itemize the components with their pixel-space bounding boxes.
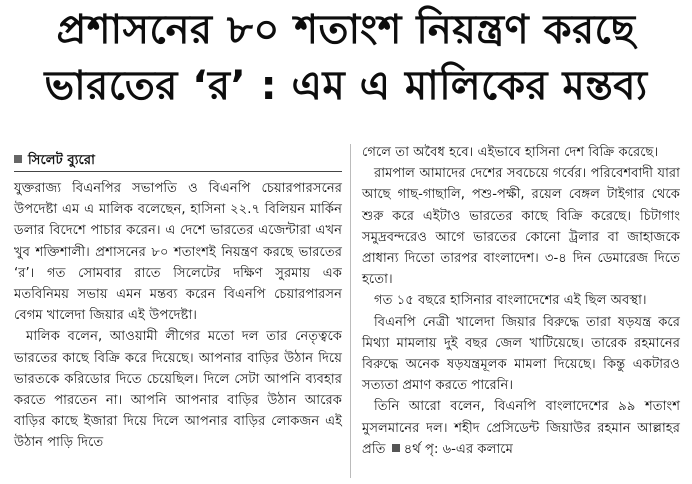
continuation-note: ৪র্থ পৃ: ৬-এর কলামে (403, 441, 513, 457)
paragraph-left-1: যুক্তরাজ্য বিএনপির সভাপতি ও বিএনপি চেয়ারপারসনের উপদেষ্টা এম এ মালিক বলেছেন, হাসিনা ২২.৭ বিলিয়ন মার্কিন ডলার বিদেশে পাচার করেন। এ দেশে ভারতের এজেন্টারা এখন খুব শক্তিশালী। প্রশাসনের ৮০ শতাংশই নিয়ন্ত্রণ করছে ভারতের ‘র’। গত সোমবার রাতে সিলেটের দক্ষিণ সুরমায় এক মতবিনিময় সভায় এমন মন্তব্য করেন বিএনপি চেয়ারপারসন বেগম খালেদা জিয়ার এই উপদেষ্টা। (14, 181, 342, 324)
headline-line-1: প্রশাসনের ৮০ শতাংশ নিয়ন্ত্রণ করছে (56, 7, 636, 53)
paragraph-left-2: মালিক বলেন, আওয়ামী লীগের মতো দল তার নেতৃত্বকে ভারতের কাছে বিক্রি করে দিয়েছে। আপনার বাড়ির উঠান দিয়ে ভারতকে করিডোর দিতে চেয়েছিল। দিলে সেটা আপনি ব্যবহার করতে পারতেন না। আপনি আপনার বাড়ির উঠান আরেক বাড়ির কাছে ইজারা দিয়ে দিলে আপনার বাড়ির লোকজন এই উঠান পাড়ি দিতে (14, 329, 342, 451)
article-column-right (362, 142, 680, 460)
paragraph-right-4: বিএনপি নেত্রী খালেদা জিয়ার বিরুদ্ধে তারা ষড়যন্ত্র করে মিথ্যা মামলায় দুই বছর জেল খাটিয়েছে। তারেক রহমানের বিরুদ্ধে অনেক ষড়যন্ত্রমূলক মামলা দিয়েছে। কিন্তু একটারও সত্যতা প্রমাণ করতে পারেনি। (362, 314, 680, 394)
column-divider (350, 144, 351, 478)
paragraph-right-1: গেলে তা অবৈধ হবে। এইভাবে হাসিনা দেশ বিক্রি করেছে। (362, 145, 659, 160)
paragraph-right-5-text: তিনি আরো বলেন, বিএনপি বাংলাদেশের ৯৯ শতাংশ মুসলমানের দল। শহীদ প্রেসিডেন্ট জিয়াউর রহমান আল্লাহর প্রতি (362, 399, 680, 457)
square-bullet-icon (14, 155, 22, 163)
byline-text: সিলেট ব্যুরো (28, 153, 95, 168)
paragraph-right-2: রামপাল আমাদের দেশের সবচেয়ে গর্বের। পরিবেশবাদী যারা আছে গাছ-গাছালি, পশু-পক্ষী, রয়েল বেঙ্গল টাইগার থেকে শুরু করে এইটাও ভারতের কাছে বিক্রি করেছে। চিটাগাং সমুদ্রবন্দরেও আগে ভারতের কোনো ট্রলার বা জাহাজকে প্রাধান্য দিতো তারপর বাংলাদেশ। ৩-৪ দিন ডেমারেজ দিতে হতো। (362, 166, 680, 288)
article-column-left (14, 178, 342, 454)
byline-rule (14, 171, 342, 172)
byline (14, 150, 95, 171)
square-bullet-icon (392, 444, 400, 452)
paragraph-right-3: গত ১৫ বছরে হাসিনার বাংলাদেশের এই ছিল অবস্থা। (374, 293, 647, 309)
headline-line-2: ভারতের ‘র’ : এম এ মালিকের মন্তব্য (44, 63, 648, 109)
paragraph-right-5 (362, 396, 680, 460)
